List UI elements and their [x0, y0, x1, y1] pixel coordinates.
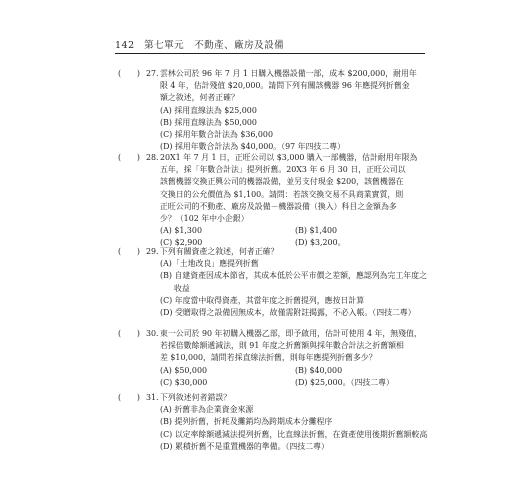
question-stem: 20X1 年 7 月 1 日，正旺公司以 $3,000 購入一部機器，估計耐用年限為 — [160, 153, 418, 162]
question-number: 29. — [146, 247, 159, 256]
chapter-title: 第七單元 不動產、廠房及設備 — [144, 40, 285, 51]
option-c: (C) 採用年數合計法為 $36,000 — [160, 130, 273, 140]
option-b: (B) $40,000 — [295, 365, 343, 375]
question-number: 28. — [146, 153, 159, 162]
option-b: (B) $1,400 — [295, 226, 338, 236]
option-b: (B) 自建資產因成本節省，其成本低於公平市價之差額，應認列為完工年度之收益 — [160, 271, 427, 293]
answer-bracket: ( ) — [118, 393, 140, 402]
question-stem: 額之敘述，何者正確？ — [160, 93, 239, 103]
option-a: (A) $1,300 — [160, 226, 202, 236]
question-stem: 下列敘述何者錯誤？ — [160, 393, 232, 402]
option-c: (C) $30,000 — [160, 377, 208, 387]
question-30 — [118, 328, 430, 389]
option-c: (C) 年度當中取得資產，其當年度之折舊提列，應按日計算 — [160, 295, 365, 305]
question-stem: 差 $10,000，請問若採直線法折舊，則每年應提列折舊多少？ — [160, 353, 377, 363]
option-b: (B) 採用直線法為 $50,000 — [160, 117, 257, 127]
option-d: (D) $25,000。（四技二專） — [295, 377, 394, 387]
question-stem: 限 4 年，估計殘值 $20,000。請問下列有關該機器 96 年應提列折舊金 — [160, 81, 410, 91]
question-28 — [118, 152, 430, 250]
question-stem: 少？（102 年中小企銀） — [160, 214, 249, 224]
page-number: 142 — [115, 40, 135, 51]
option-d: (D) 累積折舊不是重置機器的準備。（四技二專） — [160, 441, 329, 451]
question-stem: 交換日的公允價值為 $1,100。請問：若該交換交易不具商業實質，則 — [160, 189, 404, 199]
question-stem: 若採倍數餘額遞減法，則 91 年度之折舊額與採年數合計法之折舊額相 — [160, 341, 404, 351]
option-a: (A) 採用直線法為 $25,000 — [160, 105, 257, 115]
option-a: (A) $50,000 — [160, 365, 207, 375]
question-stem: 該舊機器交換正興公司的機器設備，並另支付現金 $200，該舊機器在 — [160, 177, 404, 187]
option-c: (C) $2,900 — [160, 238, 203, 248]
answer-bracket: ( ) — [118, 247, 140, 256]
question-stem: 東一公司於 90 年初購入機器乙部，即予啟用，估計可使用 4 年，無殘值， — [160, 329, 422, 338]
question-27 — [118, 68, 430, 153]
question-stem: 下列有關資產之敘述，何者正確？ — [160, 247, 279, 256]
option-c: (C) 以定率餘額遞減法提列折舊，比直線法折舊，在資產使用後期折舊額較高 — [160, 429, 428, 439]
answer-bracket: ( ) — [118, 329, 140, 338]
question-number: 30. — [146, 329, 159, 338]
answer-bracket: ( ) — [118, 153, 140, 162]
option-d: (D) $3,200。 — [295, 238, 346, 248]
answer-bracket: ( ) — [118, 69, 140, 78]
question-number: 31. — [146, 393, 159, 402]
question-31 — [118, 392, 430, 453]
option-b: (B) 提列折舊，折耗及攤銷均為跨期成本分攤程序 — [160, 417, 333, 427]
question-number: 27. — [146, 69, 159, 78]
option-d: (D) 採用年數合計法為 $40,000。（97 年四技二專） — [160, 142, 345, 152]
header-rule — [115, 53, 425, 54]
question-29 — [118, 246, 430, 319]
question-stem: 雲林公司於 96 年 7 月 1 日購入機器設備一部，成本 $200,000，耐用年 — [160, 69, 417, 78]
question-stem: 正旺公司的不動產、廠房及設備－機器設備（換入）科目之金額為多 — [160, 201, 397, 211]
option-a: (A)「土地改良」應提列折舊 — [160, 259, 259, 269]
question-stem: 五年，採「年數合計法」提列折舊。20X3 年 6 月 30 日，正旺公司以 — [160, 165, 406, 175]
page-header — [115, 37, 284, 51]
option-d: (D) 受贈取得之設備因無成本，故僅需附註揭露，不必入帳。（四技二專） — [160, 308, 416, 318]
option-a: (A) 折舊非為企業資金來源 — [160, 405, 254, 415]
